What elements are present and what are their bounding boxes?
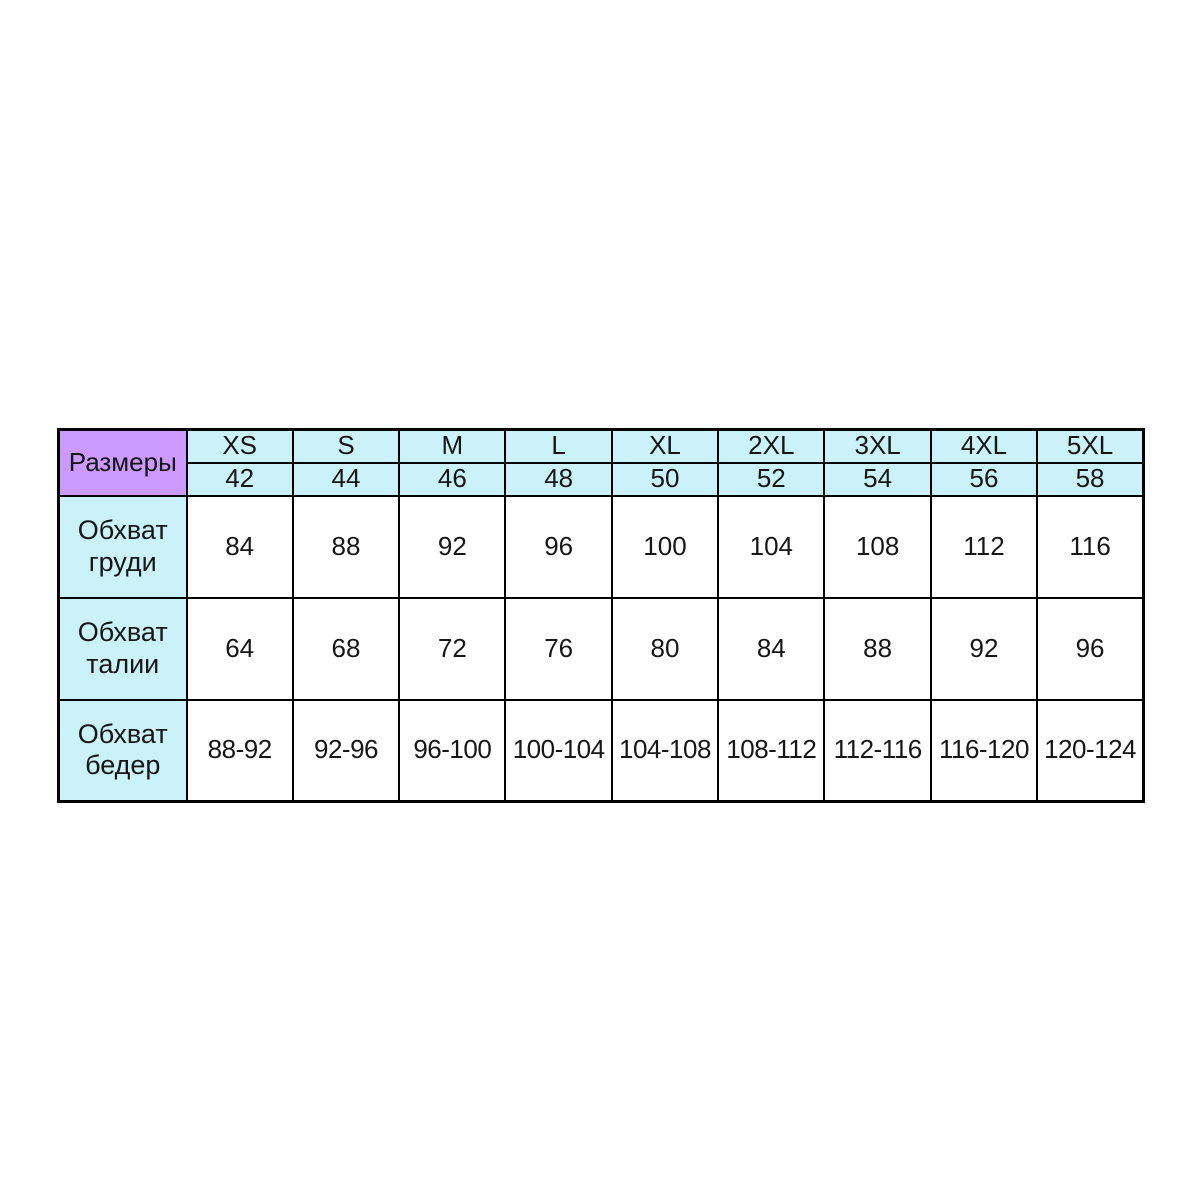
measurement-value-cell: 116-120 — [931, 700, 1037, 802]
measurement-value-cell: 72 — [399, 598, 505, 700]
measurement-value-cell: 108 — [824, 496, 930, 598]
measurement-value-cell: 104-108 — [612, 700, 718, 802]
size-chart-container — [57, 428, 1145, 803]
measurement-value-cell: 108-112 — [718, 700, 824, 802]
size-number-cell: 58 — [1037, 463, 1143, 496]
measurement-value-cell: 96-100 — [399, 700, 505, 802]
measurement-value-cell: 80 — [612, 598, 718, 700]
table-row-waist — [59, 598, 1144, 700]
measurement-value-cell: 76 — [505, 598, 611, 700]
measurement-value-cell: 64 — [187, 598, 293, 700]
size-label-cell: S — [293, 430, 399, 463]
size-number-cell: 50 — [612, 463, 718, 496]
measurement-value-cell: 116 — [1037, 496, 1143, 598]
size-number-cell: 42 — [187, 463, 293, 496]
measurement-value-cell: 92 — [399, 496, 505, 598]
size-label-cell: 2XL — [718, 430, 824, 463]
size-chart-header — [59, 430, 1144, 496]
measurement-value-cell: 88-92 — [187, 700, 293, 802]
measurement-value-cell: 112 — [931, 496, 1037, 598]
size-label-cell: 3XL — [824, 430, 930, 463]
table-row-chest — [59, 496, 1144, 598]
measurement-value-cell: 104 — [718, 496, 824, 598]
size-label-cell: 5XL — [1037, 430, 1143, 463]
measurement-label-cell: Обхват талии — [59, 598, 187, 700]
measurement-value-cell: 92-96 — [293, 700, 399, 802]
size-label-cell: L — [505, 430, 611, 463]
size-label-cell: XL — [612, 430, 718, 463]
measurement-value-cell: 100 — [612, 496, 718, 598]
measurement-value-cell: 84 — [718, 598, 824, 700]
size-number-cell: 46 — [399, 463, 505, 496]
russian-size-row — [59, 463, 1144, 496]
table-row-hips — [59, 700, 1144, 802]
size-number-cell: 44 — [293, 463, 399, 496]
size-number-cell: 48 — [505, 463, 611, 496]
size-number-cell: 56 — [931, 463, 1037, 496]
corner-header-cell: Размеры — [59, 430, 187, 496]
measurement-value-cell: 84 — [187, 496, 293, 598]
measurement-label-cell: Обхват бедер — [59, 700, 187, 802]
measurement-value-cell: 96 — [505, 496, 611, 598]
measurement-value-cell: 68 — [293, 598, 399, 700]
size-chart-body — [59, 496, 1144, 802]
measurement-value-cell: 88 — [293, 496, 399, 598]
size-label-cell: XS — [187, 430, 293, 463]
size-label-cell: 4XL — [931, 430, 1037, 463]
size-label-cell: M — [399, 430, 505, 463]
size-label-row — [59, 430, 1144, 463]
measurement-value-cell: 120-124 — [1037, 700, 1143, 802]
size-number-cell: 52 — [718, 463, 824, 496]
size-number-cell: 54 — [824, 463, 930, 496]
size-chart-table — [57, 428, 1145, 803]
measurement-value-cell: 100-104 — [505, 700, 611, 802]
measurement-value-cell: 88 — [824, 598, 930, 700]
measurement-value-cell: 112-116 — [824, 700, 930, 802]
measurement-value-cell: 96 — [1037, 598, 1143, 700]
measurement-value-cell: 92 — [931, 598, 1037, 700]
measurement-label-cell: Обхват груди — [59, 496, 187, 598]
